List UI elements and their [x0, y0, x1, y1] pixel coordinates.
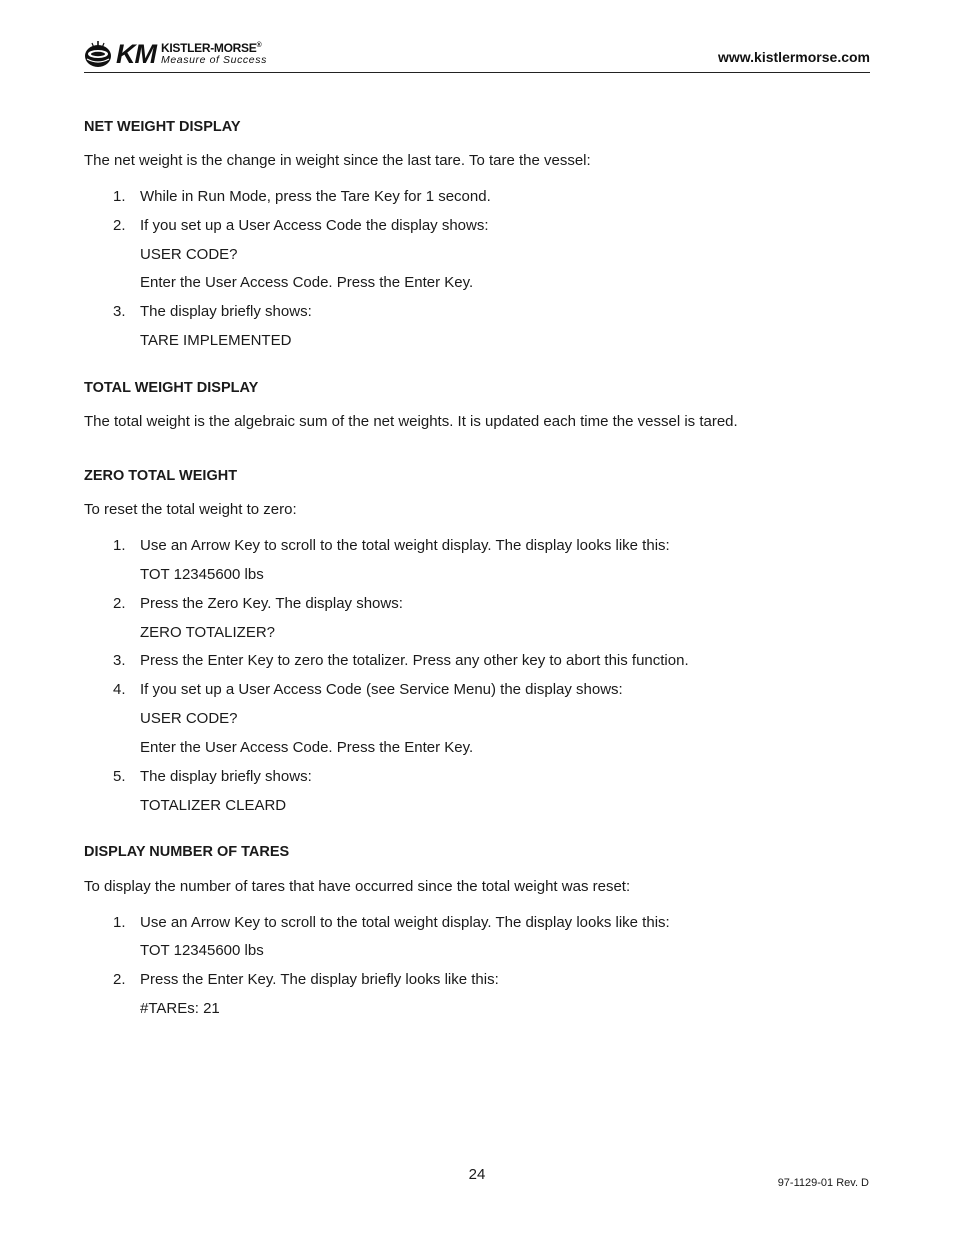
- display-message: #TAREs: 21: [140, 1000, 220, 1017]
- number-of-tares-intro: To display the number of tares that have occurred since the total weight was reset:: [84, 878, 631, 895]
- display-message: TOTALIZER CLEARD: [140, 797, 287, 814]
- logo-initials: KM: [116, 38, 156, 69]
- display-message: TARE IMPLEMENTED: [140, 332, 292, 349]
- net-weight-intro: The net weight is the change in weight since the last tare. To tare the vessel:: [84, 152, 591, 169]
- list-item: 5. The display briefly shows:: [113, 768, 312, 785]
- list-item: 4. If you set up a User Access Code (see Service Menu) the display shows:: [113, 681, 623, 698]
- section-heading-number-of-tares: DISPLAY NUMBER OF TARES: [84, 844, 290, 860]
- company-logo: [84, 38, 267, 70]
- section-heading-zero-total: ZERO TOTAL WEIGHT: [84, 468, 238, 484]
- website-url: www.kistlermorse.com: [718, 49, 870, 65]
- list-item: 3. Press the Enter Key to zero the totalizer. Press any other key to abort this function.: [113, 652, 689, 669]
- list-item: 2. If you set up a User Access Code the display shows:: [113, 217, 489, 234]
- logo-brand-name: KISTLER-MORSE®: [161, 41, 262, 56]
- list-item: 2. Press the Zero Key. The display shows:: [113, 595, 403, 612]
- list-item: 2. Press the Enter Key. The display briefly looks like this:: [113, 971, 499, 988]
- display-message: ZERO TOTALIZER?: [140, 624, 276, 641]
- display-message: USER CODE?: [140, 710, 238, 727]
- section-heading-net-weight: NET WEIGHT DISPLAY: [84, 119, 241, 135]
- list-item: 3. The display briefly shows:: [113, 303, 312, 320]
- zero-total-intro: To reset the total weight to zero:: [84, 501, 297, 518]
- total-weight-text: The total weight is the algebraic sum of the net weights. It is updated each time the vessel is tared.: [84, 413, 738, 430]
- list-item: 1. Use an Arrow Key to scroll to the total weight display. The display looks like this:: [113, 537, 670, 554]
- logo-dial-icon: [84, 39, 112, 69]
- display-message: TOT 12345600 lbs: [140, 566, 264, 583]
- logo-tagline: Measure of Success: [161, 54, 267, 67]
- page-number: 24: [468, 1166, 486, 1183]
- instruction-text: Enter the User Access Code. Press the Enter Key.: [140, 274, 474, 291]
- section-heading-total-weight: TOTAL WEIGHT DISPLAY: [84, 380, 259, 396]
- list-item: 1. Use an Arrow Key to scroll to the total weight display. The display looks like this:: [113, 914, 670, 931]
- list-item: 1. While in Run Mode, press the Tare Key for 1 second.: [113, 188, 491, 205]
- instruction-text: Enter the User Access Code. Press the Enter Key.: [140, 739, 474, 756]
- document-number: 97-1129-01 Rev. D: [777, 1177, 869, 1189]
- page-header: [84, 36, 870, 73]
- display-message: TOT 12345600 lbs: [140, 942, 264, 959]
- display-message: USER CODE?: [140, 246, 238, 263]
